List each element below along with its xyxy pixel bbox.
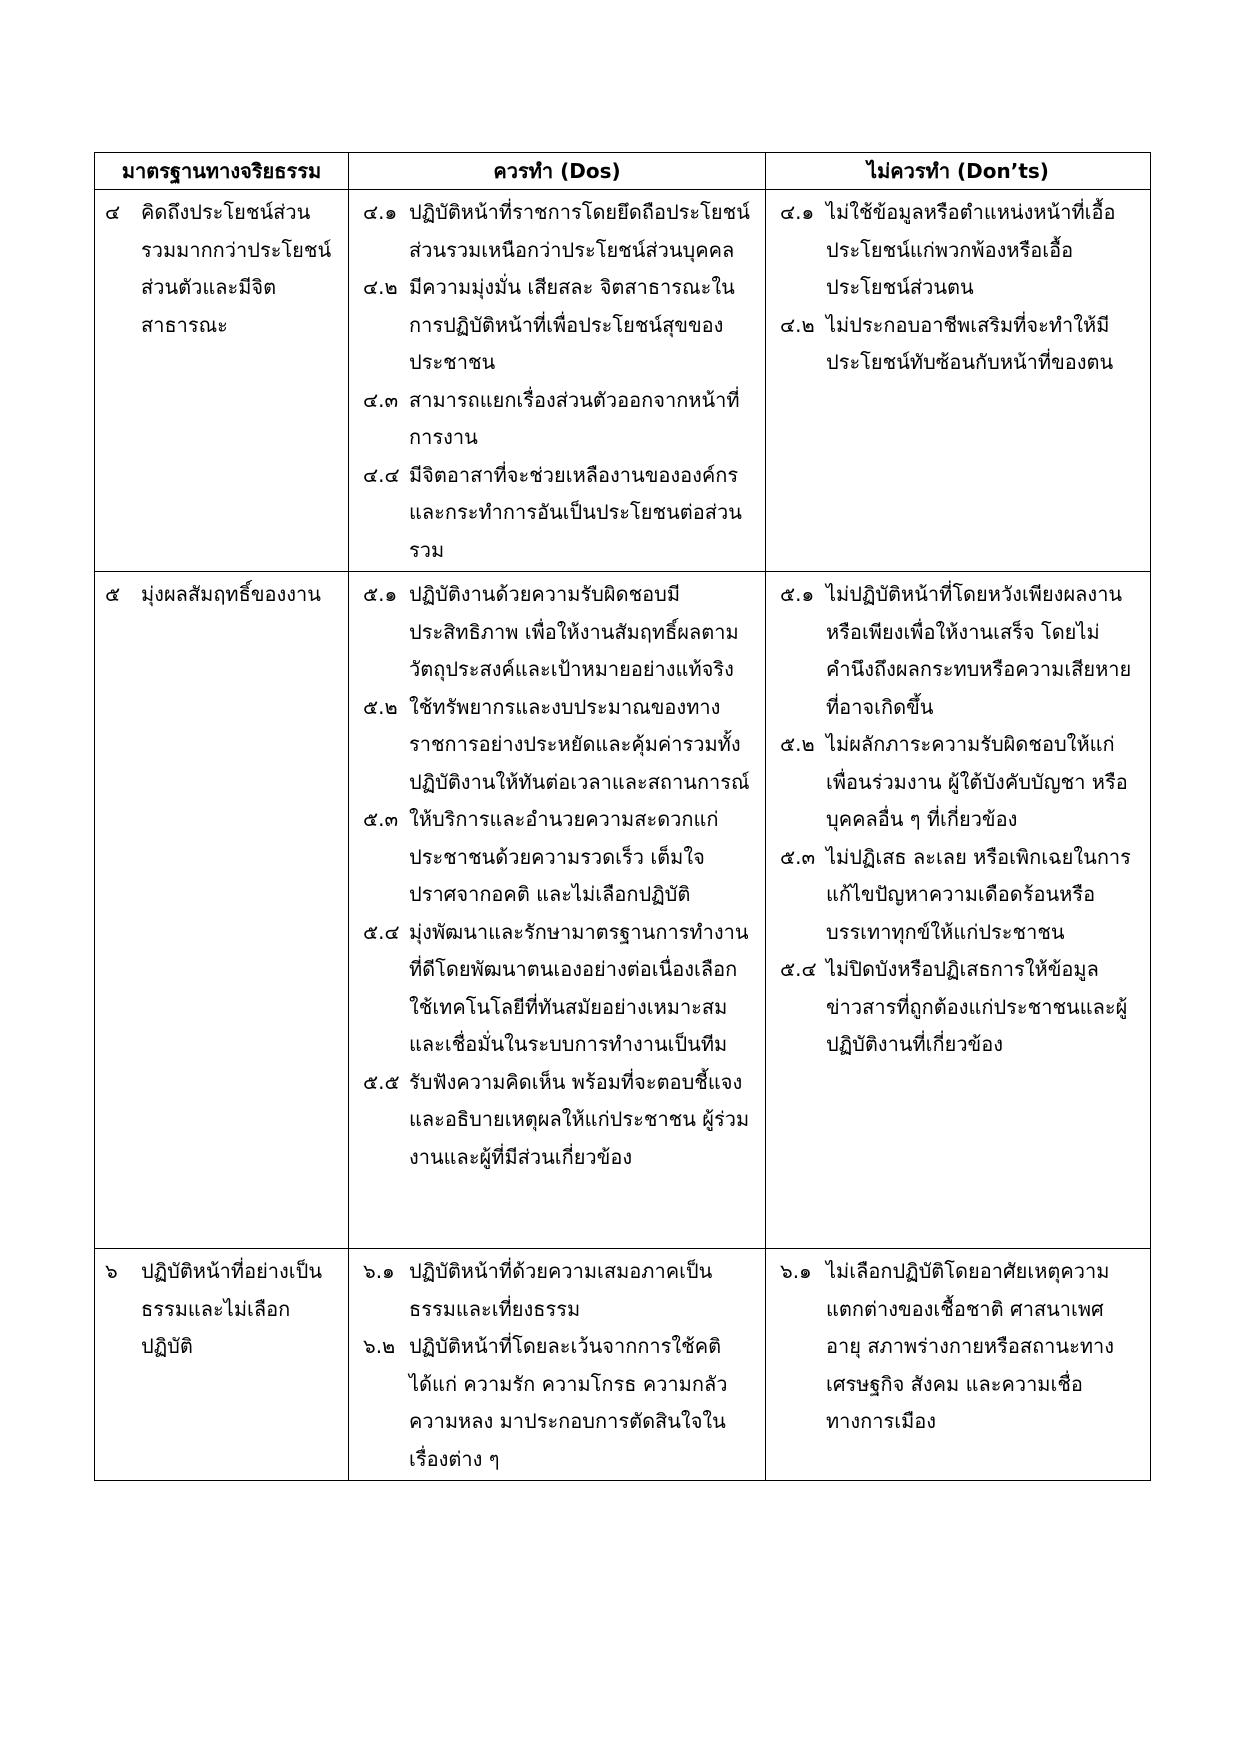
item-code: ๕.๓ [780,844,816,869]
item-code: ๕.๓ [363,807,399,831]
item-code: ๕.๑ [780,582,815,606]
item-text: ปฏิบัติงานด้วยความรับผิดชอบมีประสิทธิภาพ เพื่อให้งานสัมฤทธิ์ผลตามวัตถุประสงค์และเป้าหมายอย่างแท้จริง [409,582,739,681]
table-body [95,190,1151,1481]
standard-text: มุ่งผลสัมฤทธิ์ของงาน [141,582,321,606]
item-text: ให้บริการและอำนวยความสะดวกแก่ประชาชนด้วยความรวดเร็ว เต็มใจปราศจากอคติ และไม่เลือกปฏิบัติ [409,807,719,906]
dos-item [355,194,759,269]
table-row [95,190,1151,572]
donts-item [772,194,1144,307]
standard-number: ๔ [105,200,121,224]
item-code: ๔.๓ [363,387,399,412]
header-dos: ควรทำ (Dos) [349,153,766,190]
item-text: ไม่ประกอบอาชีพเสริมที่จะทำให้มีประโยชน์ทับซ้อนกับหน้าที่ของตน [826,312,1114,374]
item-code: ๕.๒ [363,694,398,719]
item-code: ๕.๕ [363,1069,400,1094]
dos-cell [349,1249,766,1481]
ethics-standards-table [94,152,1151,1481]
donts-item [772,576,1144,726]
item-code: ๖.๒ [363,1334,396,1358]
dos-item [355,457,759,570]
item-code: ๖.๑ [363,1259,395,1283]
item-text: ไม่ผลักภาระความรับผิดชอบให้แก่เพื่อนร่วมงาน ผู้ใต้บังคับบัญชา หรือบุคคลอื่น ๆ ที่เกี่ยวข้อง [826,732,1128,831]
standard-number: ๖ [105,1259,118,1283]
item-text: ไม่ปิดบังหรือปฏิเสธการให้ข้อมูลข่าวสารที่ถูกต้องแก่ประชาชนและผู้ปฏิบัติงานที่เกี่ยวข้อง [826,957,1128,1056]
dos-item [355,1328,759,1478]
standard-cell [95,190,349,572]
table-row [95,1249,1151,1481]
donts-cell [766,190,1151,572]
item-text: มุ่งพัฒนาและรักษามาตรฐานการทำงานที่ดีโดยพัฒนาตนเองอย่างต่อเนื่องเลือกใช้เทคโนโลยีที่ทันสมัยอย่างเหมาะสม และเชื่อมั่นในระบบการทำงานเป็นทีม [409,919,749,1056]
item-text: ปฏิบัติหน้าที่ราชการโดยยึดถือประโยชน์ส่วนรวมเหนือกว่าประโยชน์ส่วนบุคคล [409,200,750,262]
dos-item [355,914,759,1064]
standard-cell [95,1249,349,1481]
donts-cell [766,572,1151,1249]
item-code: ๕.๒ [780,732,815,756]
dos-cell [349,190,766,572]
header-donts: ไม่ควรทำ (Don’ts) [766,153,1151,190]
standard-entry [101,1253,342,1366]
donts-item [772,951,1144,1064]
item-text: ไม่ปฏิบัติหน้าที่โดยหวังเพียงผลงานหรือเพียงเพื่อให้งานเสร็จ โดยไม่คำนึงถึงผลกระทบหรือความเสียหายที่อาจเกิดขึ้น [826,582,1132,719]
donts-cell [766,1249,1151,1481]
item-code: ๔.๑ [780,200,815,224]
item-code: ๕.๔ [780,957,817,981]
item-code: ๔.๒ [363,275,398,299]
standard-cell [95,572,349,1249]
table-header-row [95,153,1151,190]
header-standard: มาตรฐานทางจริยธรรม [95,153,349,190]
item-text: รับฟังความคิดเห็น พร้อมที่จะตอบชี้แจง และอธิบายเหตุผลให้แก่ประชาชน ผู้ร่วมงานและผู้ที่มีส่วนเกี่ยวข้อง [409,1069,750,1169]
item-code: ๕.๑ [363,582,398,606]
standard-entry [101,194,342,344]
item-text: สามารถแยกเรื่องส่วนตัวออกจากหน้าที่การงาน [409,387,740,449]
table-row [95,572,1151,1249]
dos-item [355,1253,759,1328]
document-page [94,152,1150,1481]
dos-item [355,576,759,689]
item-text: ไม่ใช้ข้อมูลหรือตำแหน่งหน้าที่เอื้อประโยชน์แก่พวกพ้องหรือเอื้อประโยชน์ส่วนตน [826,200,1116,299]
item-text: ปฏิบัติหน้าที่ด้วยความเสมอภาคเป็นธรรมและเที่ยงธรรม [409,1259,713,1321]
dos-item [355,382,759,457]
item-code: ๕.๔ [363,919,400,944]
item-code: ๖.๑ [780,1259,812,1283]
item-text: มีความมุ่งมั่น เสียสละ จิตสาธารณะในการปฏิบัติหน้าที่เพื่อประโยชน์สุขของประชาชน [409,275,735,374]
item-text: ไม่เลือกปฏิบัติโดยอาศัยเหตุความแตกต่างของเชื้อชาติ ศาสนาเพศ อายุ สภาพร่างกายหรือสถานะทางเศรษฐกิจ สังคม และความเชื่อทางการเมือง [826,1259,1114,1433]
standard-entry [101,576,342,614]
dos-cell [349,572,766,1249]
donts-item [772,307,1144,382]
standard-number: ๕ [105,582,121,606]
standard-text: ปฏิบัติหน้าที่อย่างเป็นธรรมและไม่เลือกปฏิบัติ [141,1259,323,1358]
dos-item [355,269,759,382]
item-text: ใช้ทรัพยากรและงบประมาณของทางราชการอย่างประหยัดและคุ้มค่ารวมทั้งปฏิบัติงานให้ทันต่อเวลาและสถานการณ์ [409,694,750,794]
item-code: ๔.๒ [780,312,815,337]
item-text: ไม่ปฏิเสธ ละเลย หรือเพิกเฉยในการแก้ไขปัญหาความเดือดร้อนหรือบรรเทาทุกข์ให้แก่ประชาชน [826,844,1131,944]
item-code: ๔.๑ [363,200,398,224]
dos-item [355,1064,759,1177]
donts-item [772,726,1144,839]
donts-item [772,1253,1144,1441]
dos-item [355,801,759,914]
item-text: มีจิตอาสาที่จะช่วยเหลืองานขององค์กรและกระทำการอันเป็นประโยชนต่อส่วนรวม [409,462,742,562]
item-text: ปฏิบัติหน้าที่โดยละเว้นจากการใช้คติได้แก่ ความรัก ความโกรธ ความกลัวความหลง มาประกอบการตัดสินใจในเรื่องต่าง ๆ [409,1334,728,1471]
donts-item [772,839,1144,952]
item-code: ๔.๔ [363,462,400,487]
standard-text: คิดถึงประโยชน์ส่วนรวมมากกว่าประโยชน์ส่วนตัวและมีจิตสาธารณะ [141,200,332,337]
dos-item [355,689,759,802]
